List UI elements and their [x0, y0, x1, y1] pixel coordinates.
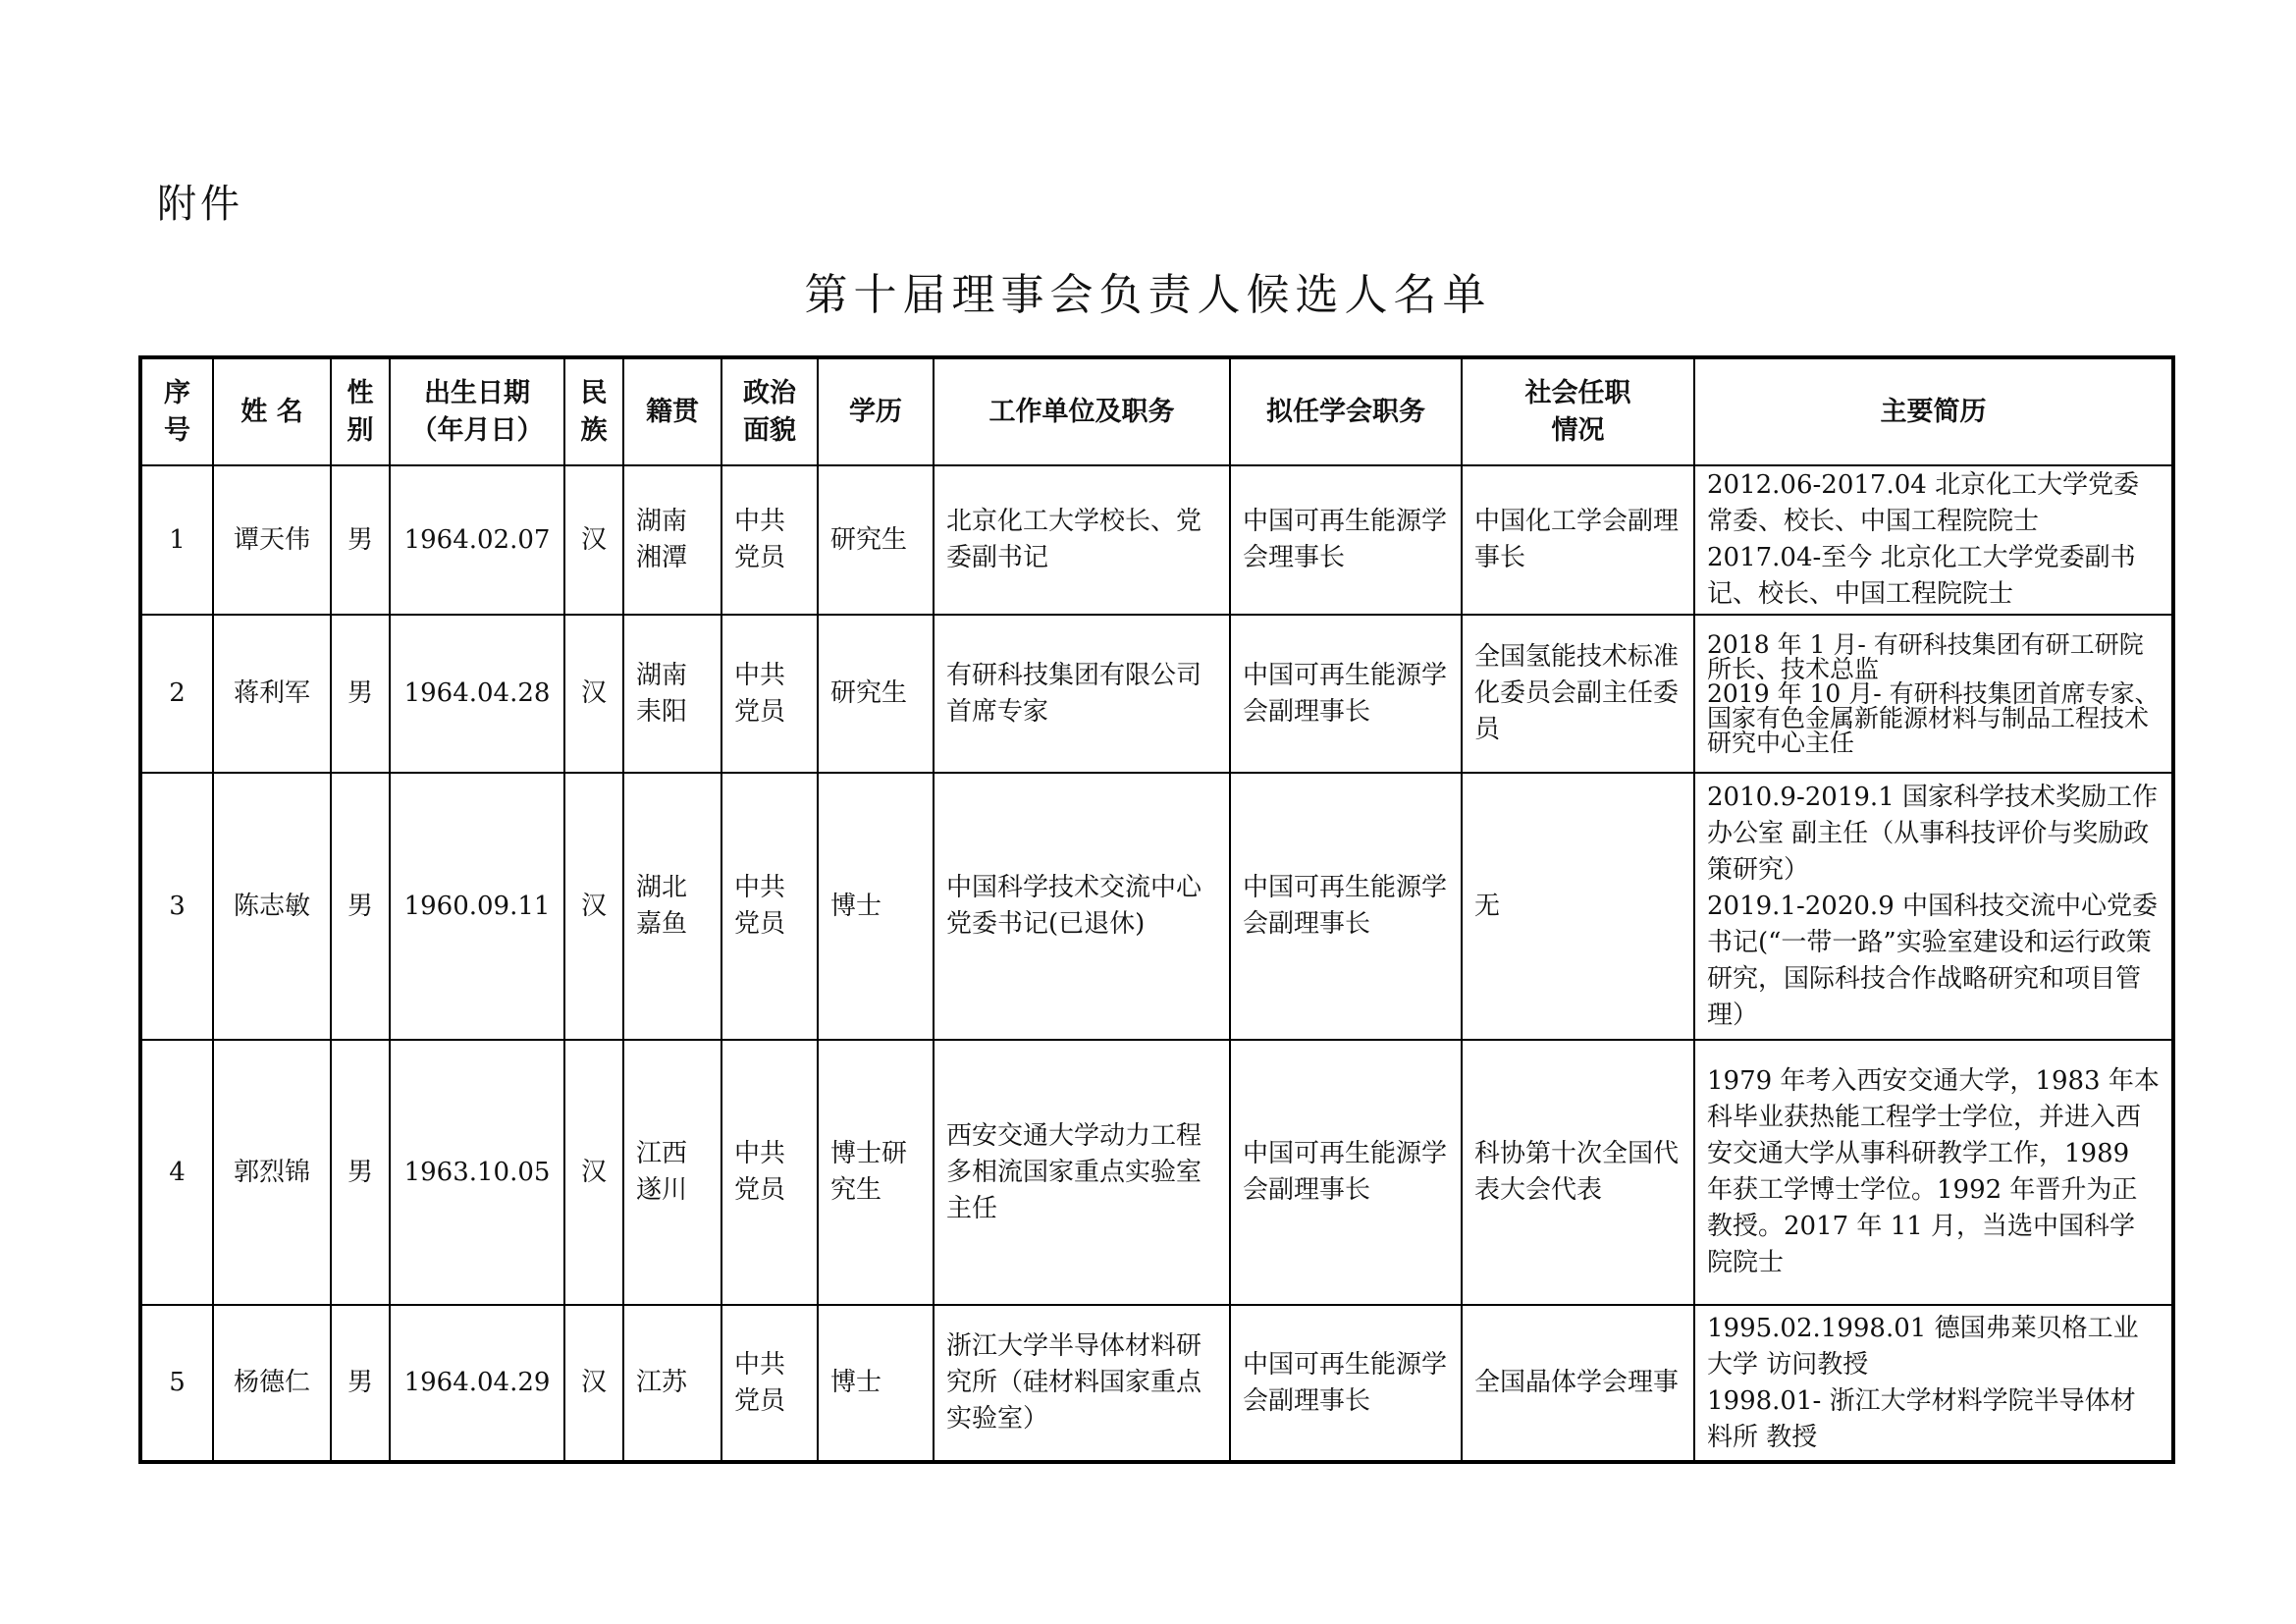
candidate-table — [138, 355, 2175, 1464]
bio-entry: 2012.06-2017.04 北京化工大学党委常委、校长、中国工程院院士 — [1707, 470, 2140, 536]
cell-no: 2 — [140, 615, 213, 773]
table-row — [140, 1040, 2173, 1305]
header-social — [1462, 357, 1694, 465]
cell-ethnicity: 汉 — [564, 773, 623, 1040]
cell-gender: 男 — [331, 615, 390, 773]
cell-education: 博士 — [818, 773, 934, 1040]
cell-work: 北京化工大学校长、党委副书记 — [934, 465, 1230, 615]
header-name — [213, 357, 331, 465]
header-political — [721, 357, 818, 465]
cell-political: 中共党员 — [721, 1305, 818, 1462]
cell-political: 中共党员 — [721, 773, 818, 1040]
cell-origin: 湖南湘潭 — [623, 465, 721, 615]
cell-education: 研究生 — [818, 465, 934, 615]
attachment-label: 附件 — [157, 182, 243, 227]
header-text: 学历 — [849, 396, 902, 427]
cell-work: 浙江大学半导体材料研究所（硅材料国家重点实验室） — [934, 1305, 1230, 1462]
document-title: 第十届理事会负责人候选人名单 — [804, 270, 1492, 320]
header-text: 民 — [580, 377, 608, 408]
header-text: 姓 名 — [240, 396, 303, 427]
cell-education: 博士 — [818, 1305, 934, 1462]
header-education — [818, 357, 934, 465]
table-header — [140, 357, 2173, 465]
cell-no: 5 — [140, 1305, 213, 1462]
cell-gender: 男 — [331, 465, 390, 615]
cell-social: 全国晶体学会理事 — [1462, 1305, 1694, 1462]
cell-name: 谭天伟 — [213, 465, 331, 615]
cell-ethnicity: 汉 — [564, 1305, 623, 1462]
header-text: （年月日） — [410, 414, 544, 446]
header-text: 籍贯 — [646, 396, 699, 427]
cell-political: 中共党员 — [721, 615, 818, 773]
bio-entry: 2019.1-2020.9 中国科技交流中心党委书记(“一带一路”实验室建设和运行政策研究，国际科技合作战略研究和项目管理） — [1707, 891, 2158, 1030]
header-text: 序 — [164, 377, 190, 408]
header-text: 族 — [580, 414, 608, 446]
bio-entry: 2018 年 1 月- 有研科技集团有研工研院所长、技术总监 — [1707, 630, 2144, 683]
table-row — [140, 465, 2173, 615]
cell-political: 中共党员 — [721, 1040, 818, 1305]
cell-role: 中国可再生能源学会理事长 — [1230, 465, 1462, 615]
cell-no: 3 — [140, 773, 213, 1040]
cell-name: 郭烈锦 — [213, 1040, 331, 1305]
cell-ethnicity: 汉 — [564, 1040, 623, 1305]
cell-bio — [1694, 615, 2173, 773]
cell-bio — [1694, 1040, 2173, 1305]
cell-education: 研究生 — [818, 615, 934, 773]
bio-entry: 1979 年考入西安交通大学，1983 年本科毕业获热能工程学士学位，并进入西安交通大学从事科研教学工作，1989 年获工学博士学位。1992 年晋升为正教授。2017 年 11 月，当选中国科学院院士 — [1707, 1066, 2160, 1277]
header-text: 政治 — [743, 377, 796, 408]
cell-role: 中国可再生能源学会副理事长 — [1230, 615, 1462, 773]
header-text: 面貌 — [743, 414, 796, 446]
bio-entry: 2017.04-至今 北京化工大学党委副书记、校长、中国工程院院士 — [1707, 543, 2136, 609]
cell-name: 杨德仁 — [213, 1305, 331, 1462]
cell-bio — [1694, 465, 2173, 615]
bio-entry: 1995.02.1998.01 德国弗莱贝格工业大学 访问教授 — [1707, 1313, 2139, 1380]
header-text: 主要简历 — [1880, 396, 1987, 427]
cell-birth: 1964.02.07 — [390, 465, 564, 615]
cell-ethnicity: 汉 — [564, 465, 623, 615]
table-row — [140, 1305, 2173, 1462]
bio-entry: 1998.01- 浙江大学材料学院半导体材料所 教授 — [1707, 1385, 2136, 1452]
header-birth — [390, 357, 564, 465]
cell-gender: 男 — [331, 1305, 390, 1462]
cell-origin: 江苏 — [623, 1305, 721, 1462]
header-text: 社会任职 — [1524, 377, 1631, 408]
cell-name: 蒋利军 — [213, 615, 331, 773]
cell-origin: 湖北嘉鱼 — [623, 773, 721, 1040]
cell-no: 4 — [140, 1040, 213, 1305]
header-text: 别 — [347, 414, 374, 446]
cell-bio — [1694, 773, 2173, 1040]
header-text: 工作单位及职务 — [988, 396, 1175, 427]
header-text: 出生日期 — [424, 377, 530, 408]
header-origin — [623, 357, 721, 465]
table-row — [140, 773, 2173, 1040]
bio-entry: 2019 年 10 月- 有研科技集团首席专家、国家有色金属新能源材料与制品工程技术研究中心主任 — [1707, 679, 2160, 757]
cell-social: 全国氢能技术标准化委员会副主任委员 — [1462, 615, 1694, 773]
cell-social: 中国化工学会副理事长 — [1462, 465, 1694, 615]
cell-social: 无 — [1462, 773, 1694, 1040]
table-row — [140, 615, 2173, 773]
cell-social: 科协第十次全国代表大会代表 — [1462, 1040, 1694, 1305]
cell-birth: 1963.10.05 — [390, 1040, 564, 1305]
bio-entry: 2010.9-2019.1 国家科学技术奖励工作办公室 副主任（从事科技评价与奖励政策研究） — [1707, 782, 2158, 885]
header-gender — [331, 357, 390, 465]
header-role — [1230, 357, 1462, 465]
cell-no: 1 — [140, 465, 213, 615]
header-row — [140, 357, 2173, 465]
cell-ethnicity: 汉 — [564, 615, 623, 773]
cell-education: 博士研究生 — [818, 1040, 934, 1305]
cell-role: 中国可再生能源学会副理事长 — [1230, 773, 1462, 1040]
cell-origin: 江西遂川 — [623, 1040, 721, 1305]
cell-work: 有研科技集团有限公司首席专家 — [934, 615, 1230, 773]
header-work — [934, 357, 1230, 465]
cell-work: 西安交通大学动力工程多相流国家重点实验室主任 — [934, 1040, 1230, 1305]
header-text: 性 — [347, 377, 374, 408]
header-bio — [1694, 357, 2173, 465]
cell-political: 中共党员 — [721, 465, 818, 615]
header-no — [140, 357, 213, 465]
cell-gender: 男 — [331, 1040, 390, 1305]
cell-role: 中国可再生能源学会副理事长 — [1230, 1305, 1462, 1462]
cell-birth: 1964.04.28 — [390, 615, 564, 773]
cell-birth: 1964.04.29 — [390, 1305, 564, 1462]
cell-birth: 1960.09.11 — [390, 773, 564, 1040]
cell-role: 中国可再生能源学会副理事长 — [1230, 1040, 1462, 1305]
cell-origin: 湖南耒阳 — [623, 615, 721, 773]
header-ethnicity — [564, 357, 623, 465]
cell-bio — [1694, 1305, 2173, 1462]
cell-work: 中国科学技术交流中心党委书记(已退休) — [934, 773, 1230, 1040]
header-text: 情况 — [1551, 414, 1605, 446]
table-body — [140, 465, 2173, 1462]
cell-gender: 男 — [331, 773, 390, 1040]
header-text: 号 — [164, 414, 190, 446]
header-text: 拟任学会职务 — [1266, 396, 1425, 427]
cell-name: 陈志敏 — [213, 773, 331, 1040]
